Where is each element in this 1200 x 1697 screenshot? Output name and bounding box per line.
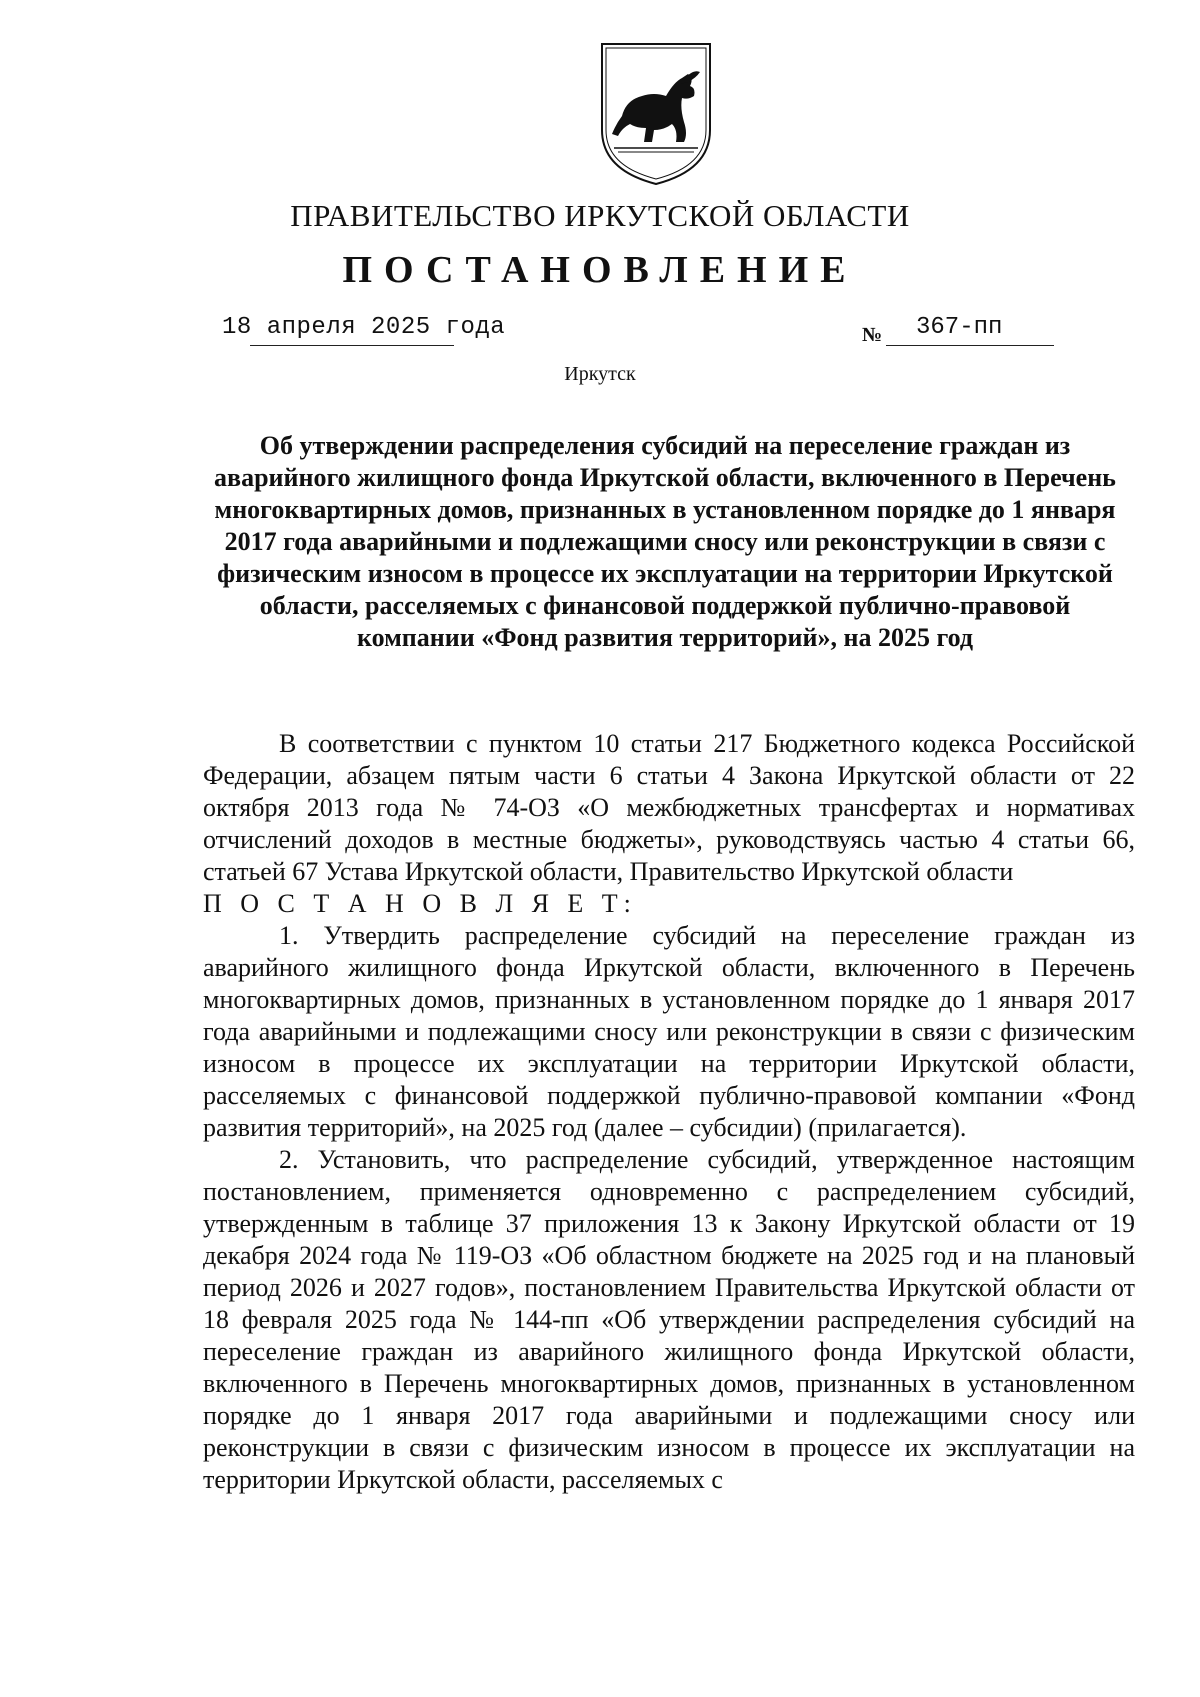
document-type: ПОСТАНОВЛЕНИЕ [342,249,858,291]
number-label: № [862,324,883,346]
item-1-paragraph: 1. Утвердить распределение субсидий на переселение граждан из аварийного жилищного фонда Иркутской области, включенного в Перечень многоквартирных домов, признанных в установленном порядке до 1 января 2017 года аварийными и подлежащими сносу или реконструкции в связи с физическим износом в процессе их эксплуатации на территории Иркутской области, расселяемых с финансовой поддержкой публично-правовой компании «Фонд развития территорий», на 2025 год (далее – субсидии) (прилагается). [203,921,1135,1142]
decree-word: П О С Т А Н О В Л Я Е Т: [203,889,637,918]
document-title: Об утверждении распределения субсидий на переселение граждан из аварийного жилищного фонда Иркутской области, включенного в Перечень многоквартирных домов, признанных в установленном порядке до 1 января 2017 года аварийными и подлежащими сносу или реконструкции в связи с физическим износом в процессе их эксплуатации на территории Иркутской области, расселяемых с финансовой поддержкой публично-правовой компании «Фонд развития территорий», на 2025 год [214,431,1116,652]
coat-of-arms-icon [596,38,716,188]
document-date: 18 апреля 2025 года [222,314,506,341]
issuing-authority: ПРАВИТЕЛЬСТВО ИРКУТСКОЙ ОБЛАСТИ [290,198,910,233]
item-2-paragraph: 2. Установить, что распределение субсидий, утвержденное настоящим постановлением, применяется одновременно с распределением субсидий, утвержденным в таблице 37 приложения 13 к Закону Иркутской области от 19 декабря 2024 года № 119-ОЗ «Об областном бюджете на 2025 год и на плановый период 2026 и 2027 годов», постановлением Правительства Иркутской области от 18 февраля 2025 года № 144-пп «Об утверждении распределения субсидий на переселение граждан из аварийного жилищного фонда Иркутской области, включенного в Перечень многоквартирных домов, признанных в установленном порядке до 1 января 2017 года аварийными и подлежащими сносу или реконструкции в связи с физическим износом в процессе их эксплуатации на территории Иркутской области, расселяемых с [203,1145,1135,1494]
date-underline [250,345,454,346]
preamble-paragraph: В соответствии с пунктом 10 статьи 217 Бюджетного кодекса Российской Федерации, абзацем пятым части 6 статьи 4 Закона Иркутской области от 22 октября 2013 года № 74-ОЗ «О межбюджетных трансфертах и нормативах отчислений доходов в местные бюджеты», руководствуясь частью 4 статьи 66, статьей 67 Устава Иркутской области, Правительство Иркутской области [203,729,1135,886]
document-body [203,728,1135,1496]
city: Иркутск [564,363,636,385]
document-number: 367-пп [916,314,1003,341]
number-underline [886,345,1054,346]
